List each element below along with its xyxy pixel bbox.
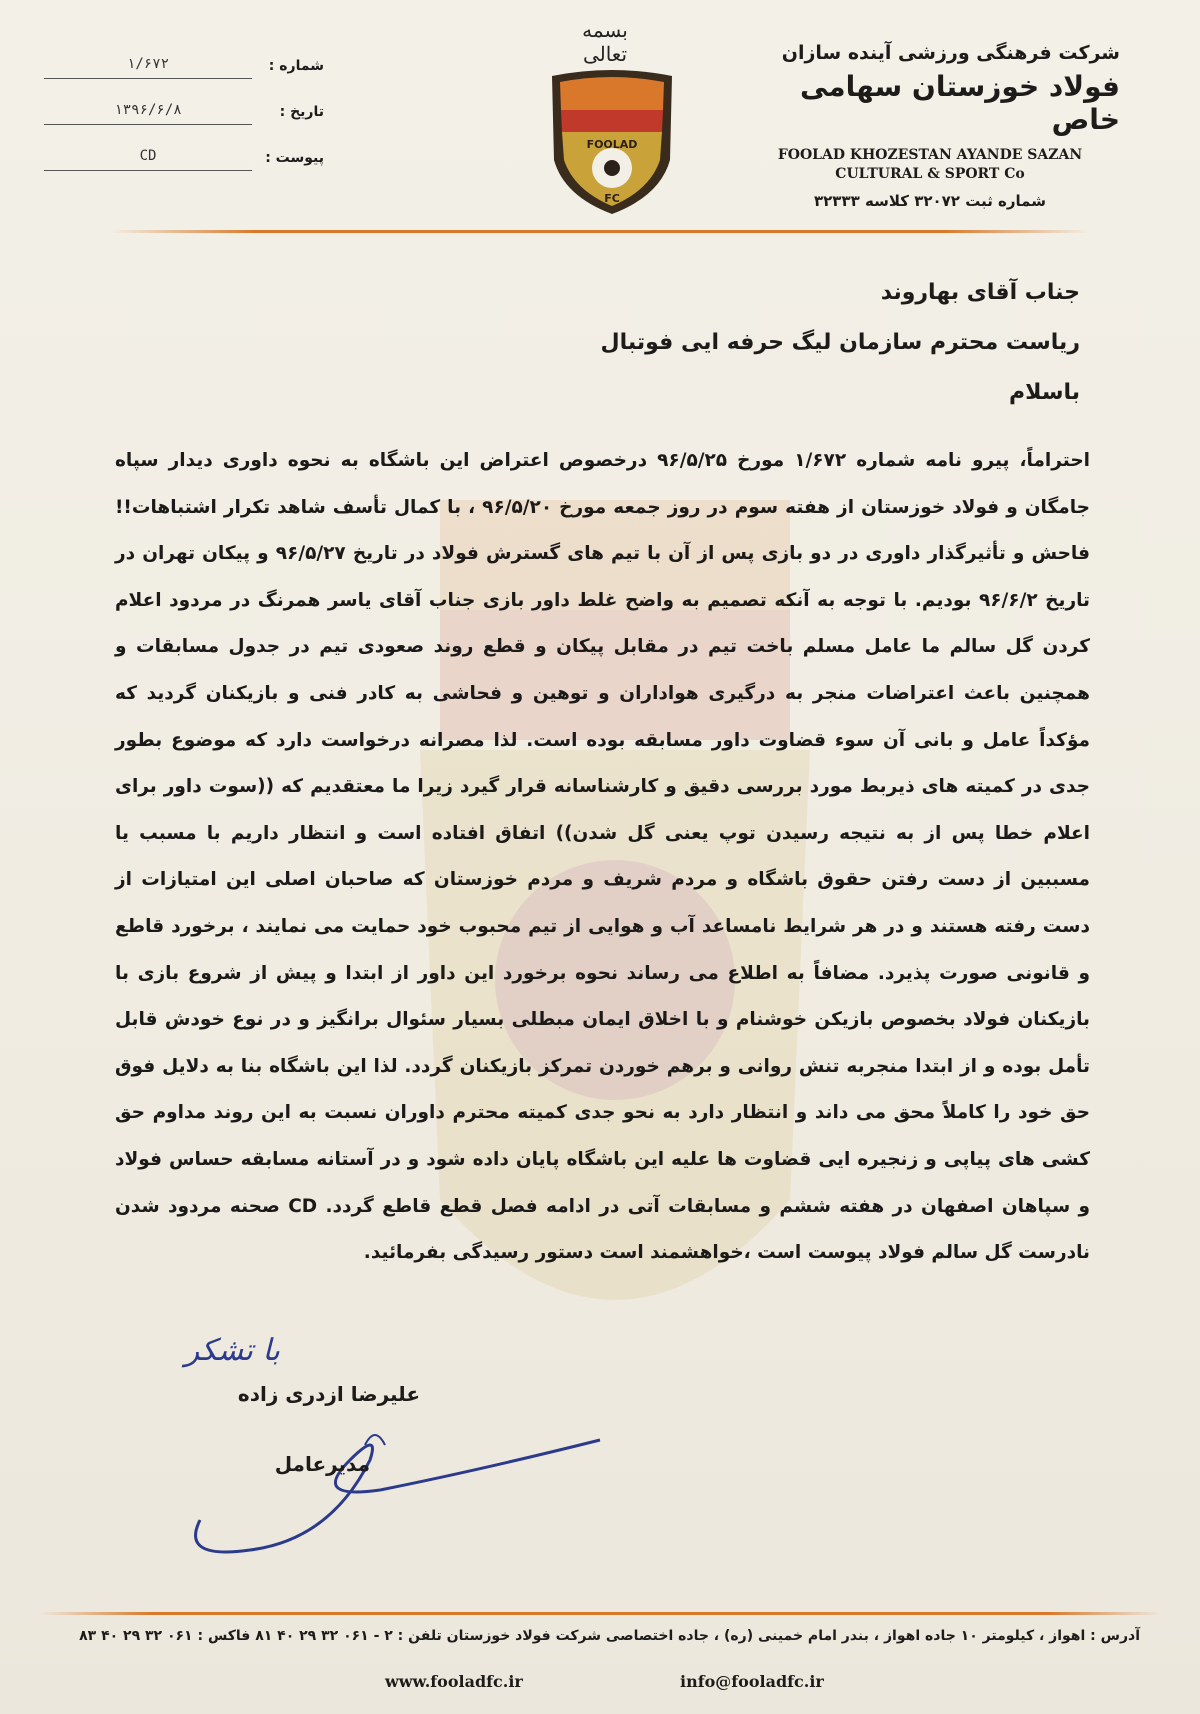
meta-date-value: ۱۳۹۶/۶/۸ (44, 102, 252, 125)
meta-date-row (44, 98, 324, 144)
footer-email: info@fooladfc.ir (680, 1672, 824, 1691)
signature-block (160, 1310, 480, 1560)
meta-number-label: شماره : (268, 58, 324, 74)
salutation (140, 268, 1080, 418)
company-name-line1: شرکت فرهنگی ورزشی آینده سازان (781, 42, 1120, 64)
company-header (740, 42, 1120, 210)
meta-attachment-label: پیوست : (265, 150, 324, 166)
meta-number-row (44, 52, 324, 98)
company-name-en-1: FOOLAD KHOZESTAN AYANDE SAZAN (777, 147, 1083, 163)
foolad-fc-logo-icon (542, 68, 682, 218)
meta-attachment-value: CD (44, 148, 252, 171)
signatory-name: علیرضا ازدری زاده (237, 1382, 420, 1406)
svg-text:FC: FC (604, 192, 620, 205)
recipient-title: ریاست محترم سازمان لیگ حرفه ایی فوتبال (600, 330, 1080, 355)
letter-body: احتراماً، پیرو نامه شماره ۱/۶۷۲ مورخ ۹۶/۵/۲۵ درخصوص اعتراض این باشگاه به نحوه داوری دیدار سپاه جامگان و فولاد خوزستان از هفته سوم در روز جمعه مورخ ۹۶/۵/۲۰ ، با کمال تأسف شاهد تکرار اشتباهات!! فاحش و تأثیرگذار داوری در دو بازی پس از آن با تیم های گسترش فولاد در تاریخ ۹۶/۵/۲۷ و پیکان تهران در تاریخ ۹۶/۶/۲ بودیم. با توجه به آنکه تصمیم به واضح غلط داور بازی جناب آقای یاسر همرنگ در مردود اعلام کردن گل سالم ما عامل مسلم باخت تیم در مقابل پیکان و قطع روند صعودی تیم در جدول مسابقات و همچنین باعث اعتراضات منجر به درگیری هواداران و توهین و فحاشی به کادر فنی و بازیکنان گردید که مؤکداً عامل و بانی آن سوء قضاوت داور مسابقه بوده است. لذا مصرانه درخواست دارد که موضوع بطور جدی در کمیته های ذیربط مورد بررسی دقیق و کارشناسانه قرار گیرد زیرا ما معتقدیم که ((سوت داور برای اعلام خطا پس از به نتیجه رسیدن توپ یعنی گل شدن)) اتفاق افتاده است و انتظار داریم با مسبب یا مسببین از دست رفتن حقوق باشگاه و مردم شریف و مردم خوزستان که صاحبان اصلی این امتیازات از دست رفته هستند و در هر شرایط نامساعد آب و هوایی از تیم محبوب خود حمایت می نمایند ، برخورد قاطع و قانونی صورت پذیرد. مضافاً به اطلاع می رساند نحوه برخورد این داور از ابتدا و پیش از شروع بازی با بازیکنان فولاد بخصوص بازیکن خوشنام و با اخلاق ایمان مبطلی بسیار سئوال برانگیز و در نوع خودش قابل تأمل بوده و از ابتدا منجربه تنش روانی و برهم خوردن تمرکز بازیکنان گردد. لذا این باشگاه بنا به دلایل فوق حق خود را کاملاً محق می داند و انتظار دارد به نحو جدی کمیته محترم داوران نسبت به این روند مداوم حق کشی های پیاپی و زنجیره ایی قضاوت ها علیه این باشگاه پایان داده شود و در آستانه مسابقه حساس فولاد و سپاهان اصفهان در هفته ششم و مسابقات آتی در ادامه فصل قطع قاطع گردد. CD صحنه مردود شدن نادرست گل سالم فولاد پیوست است ،خواهشمند است دستور رسیدگی بفرمائید. (115, 450, 1091, 1264)
company-name-line2: فولاد خوزستان سهامی خاص (799, 70, 1120, 136)
meta-date-label: تاریخ : (279, 104, 324, 120)
recipient-name: جناب آقای بهاروند (880, 280, 1080, 305)
svg-text:با تشکر: با تشکر (184, 1333, 280, 1368)
greeting: باسلام (1009, 380, 1080, 405)
footer-divider (40, 1612, 1160, 1615)
footer-address: آدرس : اهواز ، کیلومتر ۱۰ جاده اهواز ، بندر امام خمینی (ره) ، جاده اختصاصی شرکت فولاد خوزستان تلفن : ۲ - ۰۶۱ ۳۲ ۲۹ ۴۰ ۸۱ فاکس : ۰۶۱ ۳۲ ۲۹ ۴۰ ۸۳ (79, 1628, 1140, 1644)
svg-text:FOOLAD: FOOLAD (586, 138, 638, 151)
meta-number-value: ۱/۶۷۲ (44, 56, 252, 79)
header-divider (110, 230, 1090, 233)
meta-attachment-row (44, 144, 324, 190)
signatory-title: مدیرعامل (274, 1452, 370, 1476)
footer-website: www.fooladfc.ir (385, 1672, 523, 1691)
bismillah: بسمه تعالی (582, 18, 628, 66)
letter-meta (44, 52, 324, 190)
handwritten-signature-icon (160, 1310, 620, 1560)
company-name-en-2: CULTURAL & SPORT Co (835, 166, 1025, 182)
registration-number: شماره ثبت ۳۲۰۷۲ کلاسه ۳۲۳۳۳ (814, 192, 1046, 210)
